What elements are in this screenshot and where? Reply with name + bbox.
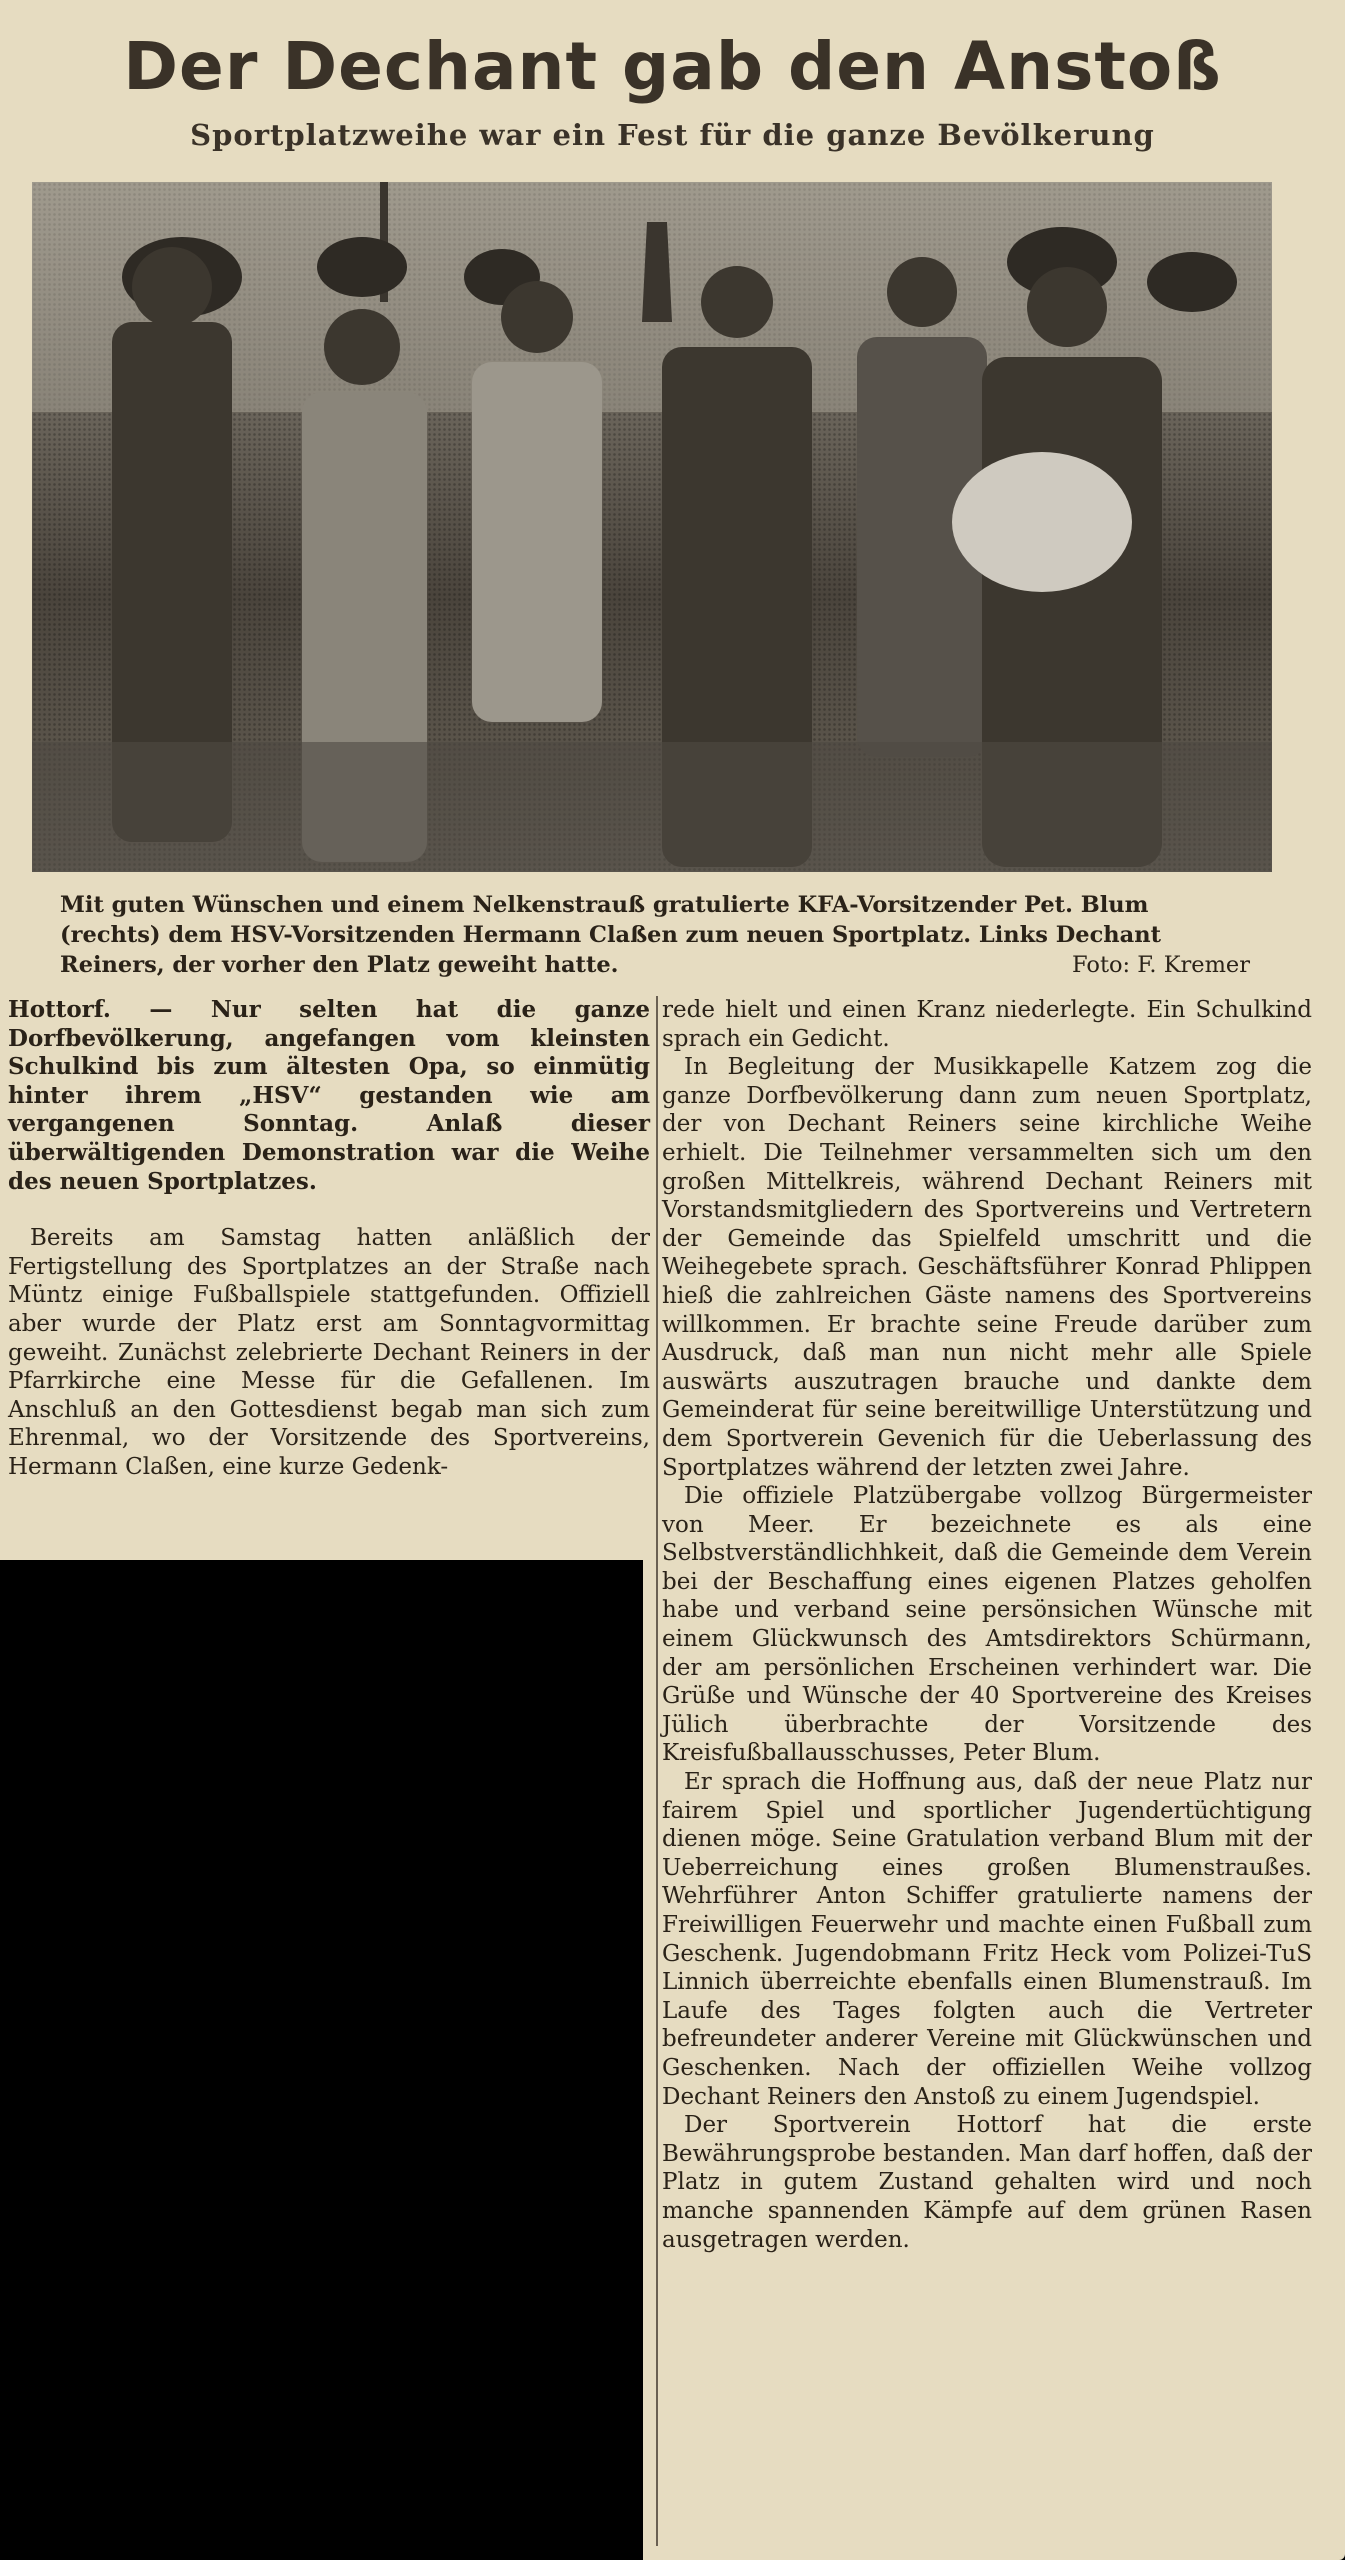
column-divider xyxy=(656,996,658,2546)
left-paragraph-1: Bereits am Samstag hatten anläßlich der Fertigstellung des Sportplatzes an der Straße nach Müntz einige Fußballspiele stattgefunden. Offiziell aber wurde der Platz erst am Sonntagvormittag geweiht. Zunächst zelebrierte Dechant Reiners in der Pfarrkirche eine Messe für die Gefallenen. Im Anschluß an den Gottesdienst begab man sich zum Ehrenmal, wo der Vorsitzende des Sportvereins, Hermann Claßen, eine kurze Gedenk- xyxy=(8,1225,650,1480)
photo-credit: Foto: F. Kremer xyxy=(1072,952,1250,978)
caption-text: Mit guten Wünschen und einem Nelkenstrauß gratulierte KFA-Vorsitzender Pet. Blum (rechts) dem HSV-Vorsitzenden Hermann Claßen zum neuen Sportplatz. Links Dechant Reiners, der vorher den Platz geweiht hatte. xyxy=(60,892,1161,978)
right-paragraph-1: In Begleitung der Musikkapelle Katzem zog die ganze Dorfbevölkerung dann zum neuen Sportplatz, der von Dechant Reiners seine kirchliche Weihe erhielt. Die Teilnehmer versammelten sich um den großen Mittelkreis, während Dechant Reiners mit Vorstandsmitgliedern des Sportvereins und Vertretern der Gemeinde das Spielfeld umschritt und die Weihegebete sprach. Geschäftsführer Konrad Phlippen hieß die zahlreichen Gäste namens des Sportvereins willkommen. Er brachte seine Freude darüber zum Ausdruck, daß man nun nicht mehr alle Spiele auswärts auszutragen brauche und dankte dem Gemeinderat für seine bereitwillige Unterstützung und dem Sportverein Gevenich für die Ueberlassung des Sportplatzes während der letzten zwei Jahre. xyxy=(662,1054,1312,1481)
subheadline: Sportplatzweihe war ein Fest für die ganze Bevölkerung xyxy=(190,118,1155,152)
news-photo xyxy=(32,182,1272,872)
right-column xyxy=(662,996,1312,2254)
lead-paragraph: Hottorf. — Nur selten hat die ganze Dorfbevölkerung, angefangen vom kleinsten Schulkind bis zum ältesten Opa, so einmütig hinter ihrem „HSV“ gestanden wie am vergangenen Sonntag. Anlaß dieser überwältigenden Demonstration war die Weihe des neuen Sportplatzes. xyxy=(8,996,650,1195)
right-paragraph-2: Die offiziele Platzübergabe vollzog Bürgermeister von Meer. Er bezeichnete es als eine Selbstverständlichhkeit, daß die Gemeinde dem Verein bei der Beschaffung eines eigenen Platzes geholfen habe und verband seine persönsichen Wünsche mit einem Glückwunsch des Amtsdirektors Schürmann, der am persönlichen Erscheinen verhindert war. Die Grüße und Wünsche der 40 Sportvereine des Kreises Jülich überbrachte der Vorsitzende des Kreisfußballausschusses, Peter Blum. xyxy=(662,1483,1312,1767)
right-paragraph-continued: rede hielt und einen Kranz niederlegte. Ein Schulkind sprach ein Gedicht. xyxy=(662,997,1312,1052)
right-paragraph-3: Er sprach die Hoffnung aus, daß der neue Platz nur fairem Spiel und sportlicher Jugendertüchtigung dienen möge. Seine Gratulation verband Blum mit der Ueberreichung eines großen Blumenstraußes. Wehrführer Anton Schiffer gratulierte namens der Freiwilligen Feuerwehr und machte einen Fußball zum Geschenk. Jugendobmann Fritz Heck vom Polizei-TuS Linnich überreichte ebenfalls einen Blumenstrauß. Im Laufe des Tages folgten auch die Vertreter befreundeter anderer Vereine mit Glückwünschen und Geschenken. Nach der offiziellen Weihe vollzog Dechant Reiners den Anstoß zu einem Jugendspiel. xyxy=(662,1769,1312,2110)
crowd-photo-illustration xyxy=(32,182,1272,872)
left-column xyxy=(8,996,650,1482)
headline: Der Dechant gab den Anstoß xyxy=(123,28,1222,105)
right-paragraph-4: Der Sportverein Hottorf hat die erste Bewährungsprobe bestanden. Man darf hoffen, daß der Platz in gutem Zustand gehalten wird und noch manche spannenden Kämpfe auf dem grünen Rasen ausgetragen werden. xyxy=(662,2112,1312,2253)
photo-caption xyxy=(60,890,1250,980)
